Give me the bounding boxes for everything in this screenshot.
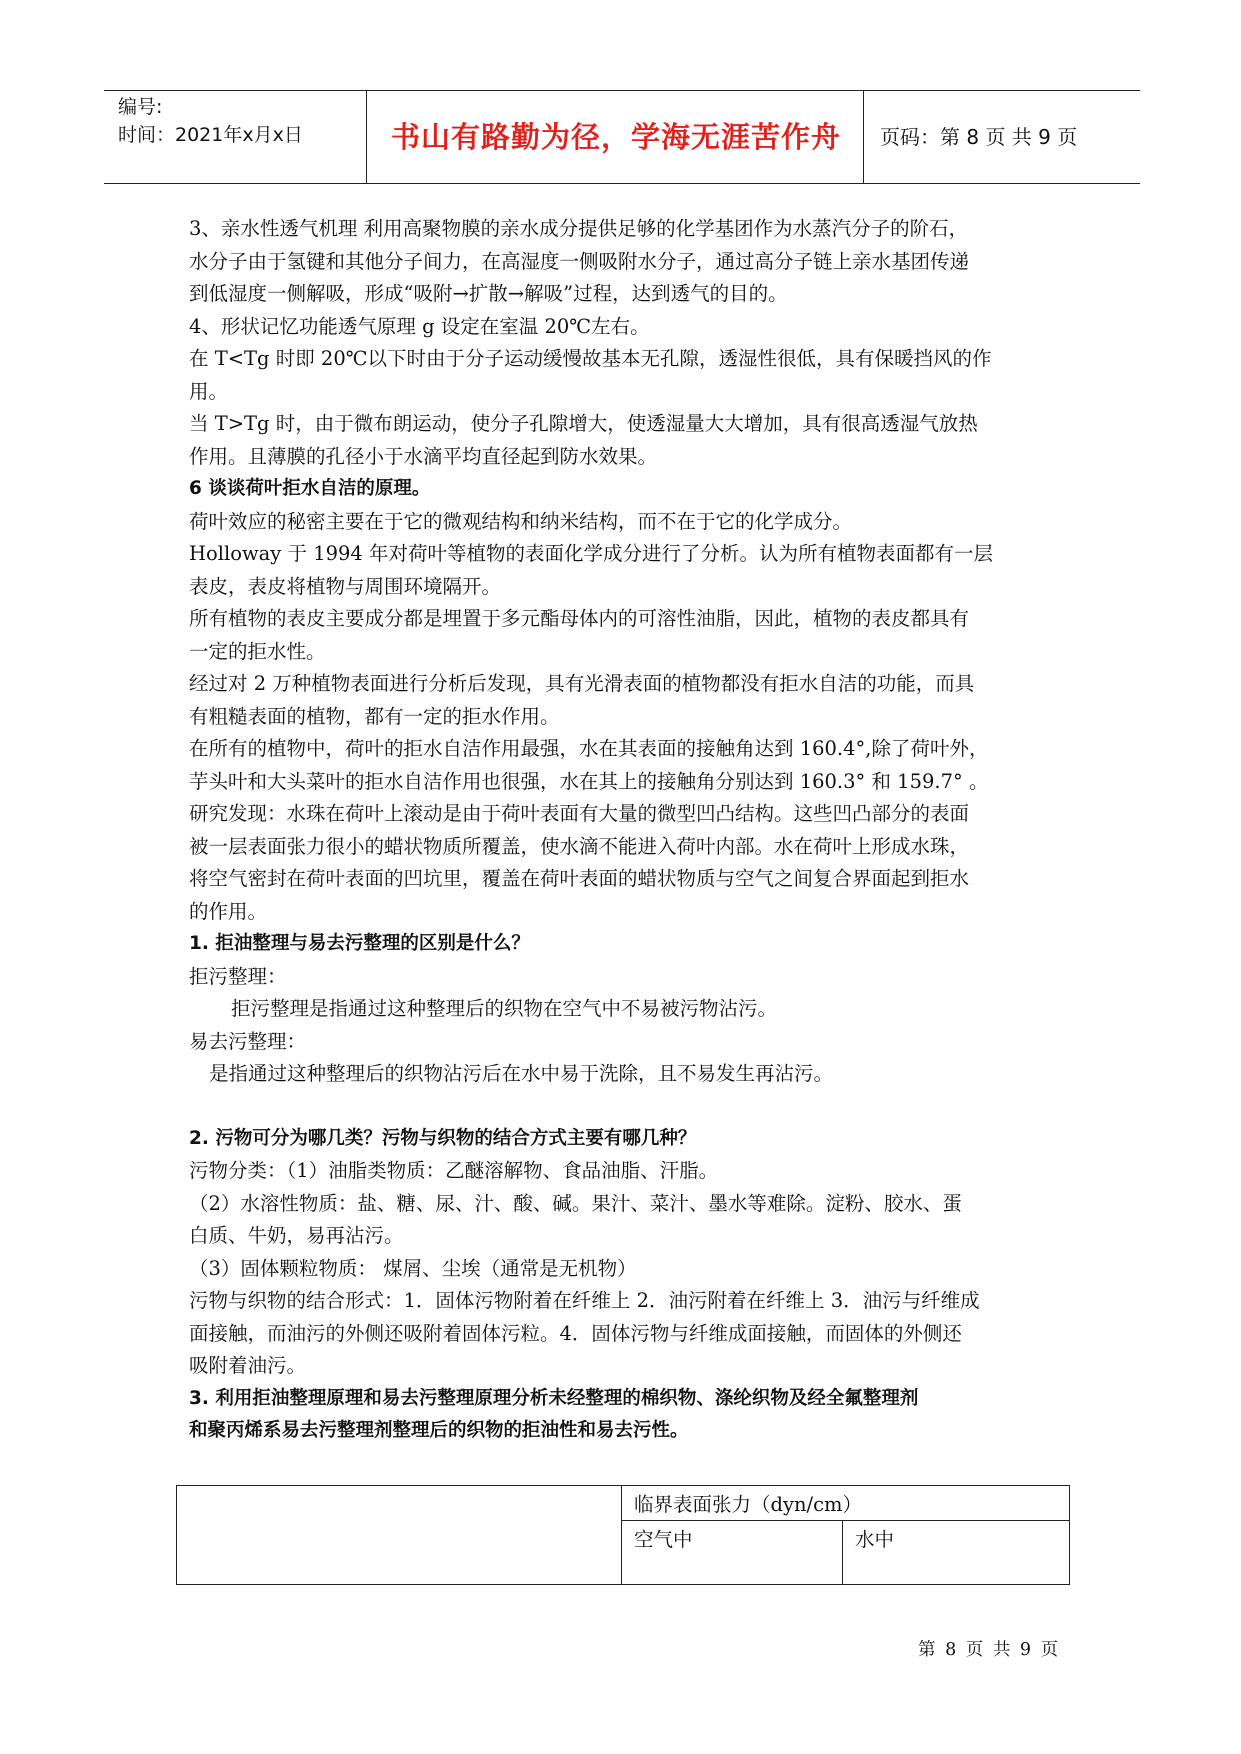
paragraph-line: 污物与织物的结合形式：1．固体污物附着在纤维上 2．油污附着在纤维上 3．油污与纤维成 xyxy=(189,1289,980,1312)
table-empty-cell xyxy=(177,1486,622,1585)
paragraph-line: 一定的拒水性。 xyxy=(189,639,326,663)
paragraph-line: 当 T>Tg 时，由于微布朗运动，使分子孔隙增大，使透湿量大大增加，具有很高透湿气放热 xyxy=(189,412,978,435)
header-page-label: 页码：第 8 页 共 9 页 xyxy=(880,125,1078,149)
paragraph-line: 易去污整理： xyxy=(189,1029,307,1053)
paragraph-line: 用。 xyxy=(189,379,229,403)
blank-line xyxy=(189,1091,1061,1123)
paragraph-line: 所有植物的表皮主要成分都是埋置于多元酯母体内的可溶性油脂，因此，植物的表皮都具有 xyxy=(189,607,970,630)
paragraph-line: 芋头叶和大头菜叶的拒水自洁作用也很强，水在其上的接触角分别达到 160.3° 和 159.7° 。 xyxy=(189,769,989,793)
paragraph-line: 经过对 2 万种植物表面进行分析后发现，具有光滑表面的植物都没有拒水自洁的功能，而具 xyxy=(189,672,975,695)
paragraph-line: 4、形状记忆功能透气原理 g 设定在室温 20℃左右。 xyxy=(189,314,650,338)
table-col-water: 水中 xyxy=(843,1521,1070,1585)
paragraph-line: 水分子由于氢键和其他分子间力，在高湿度一侧吸附水分子，通过高分子链上亲水基团传递 xyxy=(189,249,970,273)
paragraph-line: 拒污整理是指通过这种整理后的织物在空气中不易被污物沾污。 xyxy=(231,997,778,1020)
paragraph-line: 作用。且薄膜的孔径小于水滴平均直径起到防水效果。 xyxy=(189,444,658,468)
paragraph-line: 表皮，表皮将植物与周围环境隔开。 xyxy=(189,574,502,598)
paragraph-line: 到低湿度一侧解吸，形成“吸附→扩散→解吸”过程，达到透气的目的。 xyxy=(189,282,788,305)
paragraph-line: Holloway 于 1994 年对荷叶等植物的表面化学成分进行了分析。认为所有植物表面都有一层 xyxy=(189,542,994,565)
header-divider xyxy=(366,91,367,183)
header-divider xyxy=(863,91,864,183)
question-heading: 2. 污物可分为哪几类？污物与织物的结合方式主要有哪几种？ xyxy=(189,1127,697,1149)
paragraph-line: 白质、牛奶，易再沾污。 xyxy=(189,1224,404,1247)
paragraph-line: 在 T<Tg 时即 20℃以下时由于分子运动缓慢故基本无孔隙，透湿性很低，具有保暖挡风的作 xyxy=(189,347,992,370)
page-footer: 第 8 页 共 9 页 xyxy=(918,1640,1061,1660)
paragraph-line: 将空气密封在荷叶表面的凹坑里，覆盖在荷叶表面的蜡状物质与空气之间复合界面起到拒水 xyxy=(189,867,970,890)
paragraph-line: 吸附着油污。 xyxy=(189,1354,307,1377)
question-heading: 和聚丙烯系易去污整理剂整理后的织物的拒油性和易去污性。 xyxy=(189,1420,689,1441)
paragraph-line: （3）固体颗粒物质： 煤屑、尘埃（通常是无机物） xyxy=(189,1256,637,1280)
surface-tension-table xyxy=(176,1485,1070,1585)
table-header-cell: 临界表面张力（dyn/cm） xyxy=(622,1486,1070,1521)
paragraph-line: 在所有的植物中，荷叶的拒水自洁作用最强，水在其表面的接触角达到 160.4°,除了荷叶外， xyxy=(189,737,989,760)
paragraph-line: 面接触，而油污的外侧还吸附着固体污粒。4．固体污物与纤维成面接触，而固体的外侧还 xyxy=(189,1321,962,1345)
paragraph-line: 有粗糙表面的植物，都有一定的拒水作用。 xyxy=(189,704,560,728)
paragraph-line: 荷叶效应的秘密主要在于它的微观结构和纳米结构，而不在于它的化学成分。 xyxy=(189,509,853,533)
question-heading: 1. 拒油整理与易去污整理的区别是什么？ xyxy=(189,933,530,954)
page-header xyxy=(104,90,1140,184)
paragraph-line: 被一层表面张力很小的蜡状物质所覆盖，使水滴不能进入荷叶内部。水在荷叶上形成水珠， xyxy=(189,834,970,858)
section-heading: 6 谈谈荷叶拒水自洁的原理。 xyxy=(189,478,431,499)
document-body xyxy=(189,213,1061,1448)
document-number-label: 编号: xyxy=(118,96,163,118)
paragraph-line: 的作用。 xyxy=(189,899,268,923)
paragraph-line: 3、亲水性透气机理 利用高聚物膜的亲水成分提供足够的化学基团作为水蒸汽分子的阶石， xyxy=(189,217,969,240)
paragraph-line: 污物分类：（1）油脂类物质：乙醚溶解物、食品油脂、汗脂。 xyxy=(189,1159,719,1182)
document-time-label: 时间：2021年x月x日 xyxy=(118,124,303,146)
paragraph-line: 是指通过这种整理后的织物沾污后在水中易于洗除，且不易发生再沾污。 xyxy=(209,1062,834,1085)
header-info xyxy=(118,91,368,183)
header-motto: 书山有路勤为径，学海无涯苦作舟 xyxy=(390,120,841,154)
table-col-air: 空气中 xyxy=(622,1521,843,1585)
paragraph-line: 研究发现：水珠在荷叶上滚动是由于荷叶表面有大量的微型凹凸结构。这些凹凸部分的表面 xyxy=(189,802,970,825)
question-heading: 3. 利用拒油整理原理和易去污整理原理分析未经整理的棉织物、涤纶织物及经全氟整理剂 xyxy=(189,1387,919,1409)
paragraph-line: （2）水溶性物质：盐、糖、尿、汁、酸、碱。果汁、菜汁、墨水等难除。淀粉、胶水、蛋 xyxy=(189,1191,962,1215)
paragraph-line: 拒污整理： xyxy=(189,964,287,988)
